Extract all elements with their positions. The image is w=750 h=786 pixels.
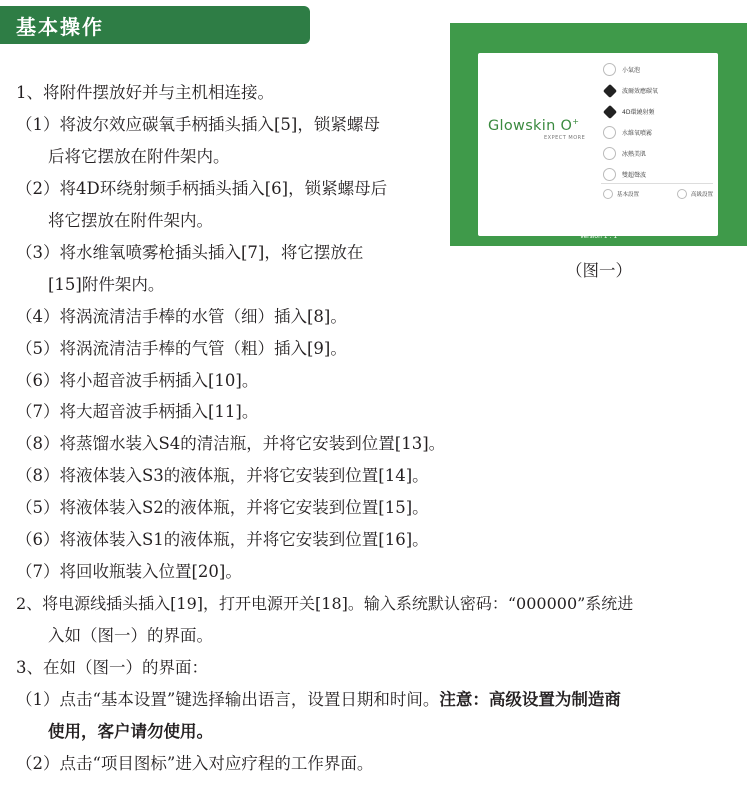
- spray-icon: [603, 126, 616, 139]
- figure-tagline: EXPECT MORE: [544, 135, 586, 141]
- gear-icon: [603, 189, 613, 199]
- step-1-8b: （8）将液体装入S3的液体瓶，并将它安装到位置[14]。: [16, 466, 429, 485]
- warning-note-cont: 使用，客户请勿使用。: [48, 722, 213, 741]
- step-1-5b: （5）将液体装入S2的液体瓶，并将它安装到位置[15]。: [16, 498, 429, 517]
- step-1-1-cont: 后将它摆放在附件架内。: [48, 147, 230, 166]
- step-1-3-cont: [15]附件架内。: [48, 275, 165, 294]
- step-1-5: （5）将涡流清洁手棒的气管（粗）插入[9]。: [16, 339, 347, 358]
- bubble-icon: [603, 63, 616, 76]
- menu-item-small-bubble: 小氣泡: [601, 59, 713, 80]
- menu-item-4d-rf: 4D環繞射頻: [601, 101, 713, 122]
- leaf-icon: [677, 189, 687, 199]
- wave-icon: [603, 168, 616, 181]
- step-3: 3、在如（图一）的界面：: [16, 658, 208, 677]
- basic-settings: 基本設置: [601, 189, 639, 199]
- step-2: 2、将电源线插头插入[19]，打开电源开关[18]。输入系统默认密码：“000000”系统进: [16, 594, 634, 613]
- step-3-1: （1）点击“基本设置”键选择输出语言，设置日期和时间。注意：高级设置为制造商: [16, 690, 621, 709]
- step-1-4: （4）将涡流清洁手棒的水管（细）插入[8]。: [16, 307, 347, 326]
- menu-item-cold-hot: 冰熱美肌: [601, 143, 713, 164]
- figure-bottom-bar: [601, 183, 713, 204]
- step-3-2: （2）点击“项目图标”进入对应疗程的工作界面。: [16, 754, 374, 773]
- menu-item-water-oxygen: 水維氧噴霧: [601, 122, 713, 143]
- step-1-3: （3）将水维氧喷雾枪插头插入[7]，将它摆放在: [16, 243, 364, 262]
- step-2-cont: 入如（图一）的界面。: [48, 626, 213, 645]
- figure-panel: [478, 53, 718, 236]
- figure-brand: Glowskin O+: [488, 117, 580, 134]
- screen-figure: [450, 23, 747, 246]
- step-1-6: （6）将小超音波手柄插入[10]。: [16, 371, 259, 390]
- figure-caption: （图一）: [566, 261, 632, 280]
- warning-note: 注意：高级设置为制造商: [439, 690, 621, 709]
- menu-item-dual-ultrasound: 雙超聲波: [601, 164, 713, 185]
- step-1-1: （1）将波尔效应碳氧手柄插头插入[5]，锁紧螺母: [16, 115, 380, 134]
- step-1-2: （2）将4D环绕射频手柄插头插入[6]，锁紧螺母后: [16, 179, 388, 198]
- hand-icon: [603, 147, 616, 160]
- diamond-icon: [603, 104, 617, 118]
- step-1-6b: （6）将液体装入S1的液体瓶，并将它安装到位置[16]。: [16, 530, 429, 549]
- diamond-icon: [603, 83, 617, 97]
- step-1-2-cont: 将它摆放在附件架内。: [48, 211, 213, 230]
- section-title: 基本操作: [16, 14, 104, 39]
- section-title-bar: [0, 6, 310, 44]
- figure-version: Version 1 . 1: [579, 233, 618, 240]
- step-1-7: （7）将大超音波手柄插入[11]。: [16, 402, 259, 421]
- menu-item-carbon-oxygen: 波爾效應碳氧: [601, 80, 713, 101]
- step-1-7b: （7）将回收瓶装入位置[20]。: [16, 562, 242, 581]
- advanced-settings: 高級設置: [675, 189, 713, 199]
- step-1-8: （8）将蒸馏水装入S4的清洁瓶，并将它安装到位置[13]。: [16, 434, 446, 453]
- step-1: 1、将附件摆放好并与主机相连接。: [16, 83, 274, 102]
- figure-menu: [601, 59, 713, 185]
